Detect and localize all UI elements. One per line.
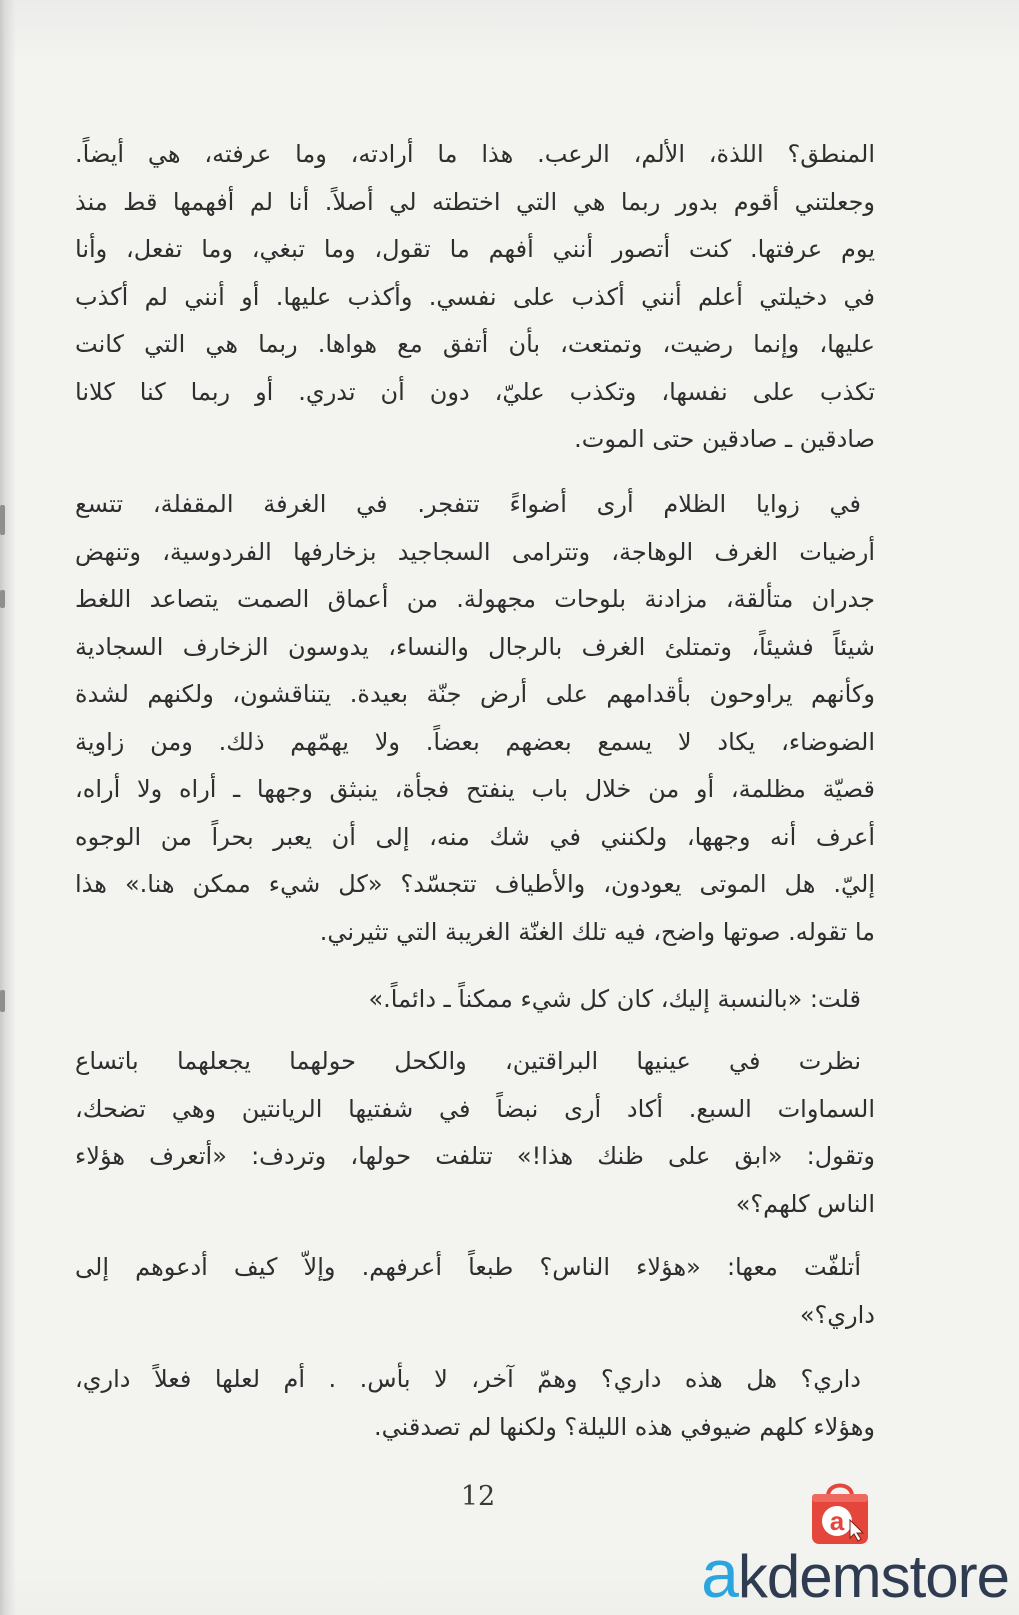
text-line: تكذب على نفسها، وتكذب عليّ، دون أن تدري. أو ربما كنا كلانا xyxy=(75,377,875,406)
text-line: في دخيلتي أعلم أنني أكذب على نفسي. وأكذب عليها. أو أنني لم أكذب xyxy=(75,282,875,311)
text-line: عليها، وإنما رضيت، وتمتعت، بأن أتفق مع هواها. ربما هي التي كانت xyxy=(75,330,875,358)
paragraph xyxy=(75,1244,875,1339)
text-line: وهؤلاء كلهم ضيوفي هذه الليلة؟ ولكنها لم تصدقني. xyxy=(374,1412,875,1441)
scan-blemish xyxy=(0,590,5,608)
text-line: السماوات السبع. أكاد أرى نبضاً في شفتيها الريانتين وهي تضحك، xyxy=(75,1094,875,1123)
bag-letter: a xyxy=(829,1506,845,1536)
text-line: قلت: «بالنسبة إليك، كان كل شيء ممكناً ـ دائماً.» xyxy=(368,985,861,1013)
text-line: داري؟» xyxy=(799,1300,875,1329)
text-line: وجعلتني أقوم بدور ربما هي التي اختطته لي أصلاً. أنا لم أفهمها قط منذ xyxy=(75,187,875,216)
text-line: أرضيات الغرف الوهاجة، وتترامى السجاجيد بزخارفها الفردوسية، وتنهض xyxy=(75,537,875,566)
text-line: جدران متألقة، مزادنة بلوحات مجهولة. من أعماق الصمت يتصاعد اللغط xyxy=(75,585,875,613)
text-line: صادقين ـ صادقين حتى الموت. xyxy=(574,425,875,453)
text-line: نظرت في عينيها البراقتين، والكحل حولهما يجعلهما باتساع xyxy=(75,1047,861,1075)
paragraph xyxy=(75,1356,875,1451)
page-number: 12 xyxy=(460,1481,496,1512)
text-line: الضوضاء، يكاد لا يسمع بعضهم بعضاً. ولا يهمّهم ذلك. ومن زاوية xyxy=(75,727,875,756)
scan-edge-shadow xyxy=(0,0,16,1615)
paragraph xyxy=(75,131,875,464)
paragraph xyxy=(75,1038,875,1228)
shopping-bag-cursor-icon xyxy=(806,1476,874,1548)
text-line: وكأنهم يراوحون بأقدامهم على أرض جنّة بعيدة. يتناقشون، ولكنهم لشدة xyxy=(75,680,875,708)
text-line: أعرف أنه وجهها، ولكنني في شك منه، إلى أن يعبر بحراً من الوجوه xyxy=(75,822,875,851)
text-line: المنطق؟ اللذة، الألم، الرعب. هذا ما أرادته، وما عرفته، هي أيضاً. xyxy=(75,140,875,168)
scan-blemish xyxy=(0,990,5,1012)
text-line: إليّ. هل الموتى يعودون، والأطياف تتجسّد؟ «كل شيء ممكن هنا.» هذا xyxy=(75,870,875,898)
text-line: أتلفّت معها: «هؤلاء الناس؟ طبعاً أعرفهم. وإلاّ كيف أدعوهم إلى xyxy=(75,1253,861,1281)
brand-wordmark: akdemstore xyxy=(701,1536,1009,1612)
text-line: في زوايا الظلام أرى أضواءً تتفجر. في الغرفة المقفلة، تتسع xyxy=(75,490,861,518)
text-line: الناس كلهم؟» xyxy=(735,1189,875,1218)
text-line: داري؟ هل هذه داري؟ وهمّ آخر، لا بأس. . أم لعلها فعلاً داري، xyxy=(75,1365,861,1393)
paragraph xyxy=(75,976,875,1024)
scan-blemish xyxy=(0,505,5,535)
paragraph xyxy=(75,481,875,956)
text-line: يوم عرفتها. كنت أتصور أنني أفهم ما تقول، وما تبغي، وما تفعل، وأنا xyxy=(75,235,875,263)
text-line: شيئاً فشيئاً، وتمتلئ الغرف بالرجال والنساء، يدوسون الزخارف السجادية xyxy=(75,632,875,661)
text-line: قصيّة مظلمة، أو من خلال باب ينفتح فجأة، ينبثق وجهها ـ أراه ولا أراه، xyxy=(75,775,875,803)
text-line: ما تقوله. صوتها واضح، فيه تلك الغنّة الغريبة التي تثيرني. xyxy=(319,917,875,946)
text-line: وتقول: «ابق على ظنك هذا!» تتلفت حولها، وتردف: «أتعرف هؤلاء xyxy=(75,1142,875,1170)
